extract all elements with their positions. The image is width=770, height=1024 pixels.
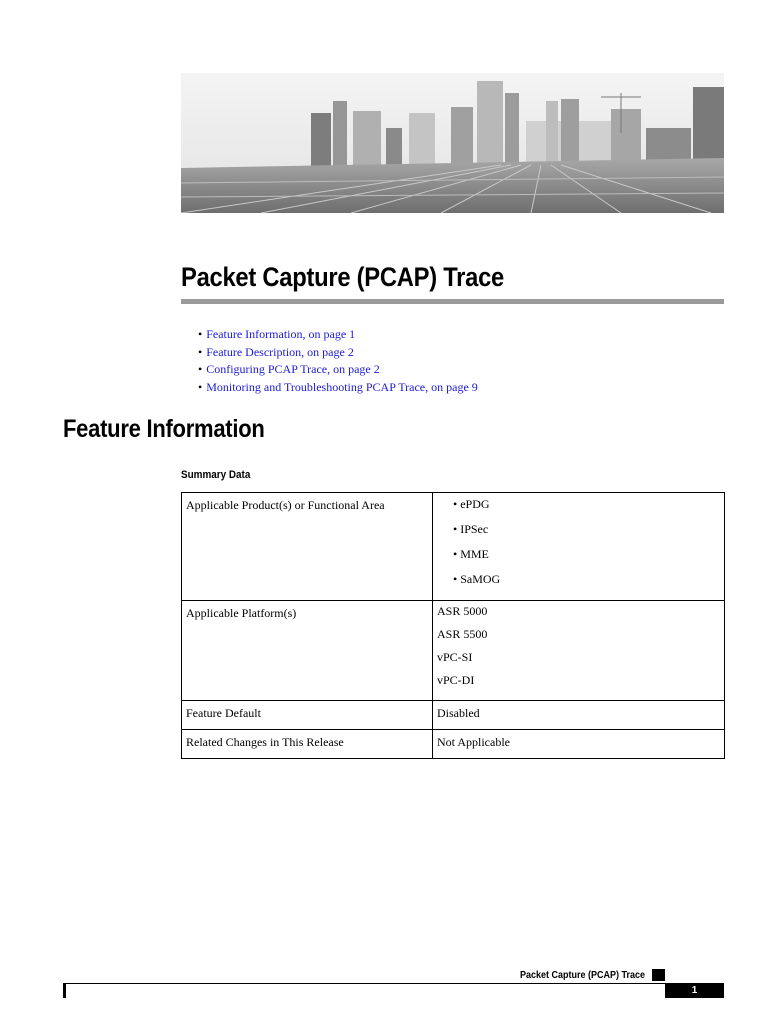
products-list xyxy=(437,492,720,592)
section-heading: Feature Information xyxy=(63,415,265,443)
cityscape-illustration xyxy=(181,73,724,213)
table-of-contents xyxy=(198,326,478,396)
cityscape-banner-image xyxy=(181,73,724,213)
bullet-icon: • xyxy=(198,379,203,394)
page-number: 1 xyxy=(691,985,698,996)
title-divider xyxy=(181,299,724,304)
list-item: • SaMOG xyxy=(453,572,501,586)
platforms-value-cell xyxy=(433,601,725,701)
products-value-cell xyxy=(433,493,725,601)
toc-link-configuring-pcap-trace[interactable]: Configuring PCAP Trace, on page 2 xyxy=(206,362,380,376)
toc-link-monitoring-troubleshooting[interactable]: Monitoring and Troubleshooting PCAP Trace, on page 9 xyxy=(206,379,478,394)
table-row xyxy=(182,601,725,701)
toc-item xyxy=(198,361,478,379)
table-row xyxy=(182,701,725,730)
toc-link-feature-information[interactable]: Feature Information, on page 1 xyxy=(206,327,356,341)
toc-item xyxy=(198,344,478,362)
footer-marker xyxy=(652,969,665,981)
bullet-icon: • xyxy=(198,344,203,359)
bullet-icon: • xyxy=(198,327,203,341)
products-label-cell: Applicable Product(s) or Functional Area xyxy=(182,493,433,601)
platforms-list xyxy=(437,600,720,692)
summary-data-label: Summary Data xyxy=(181,469,251,481)
list-item: vPC-DI xyxy=(437,673,475,687)
footer-title: Packet Capture (PCAP) Trace xyxy=(520,970,646,981)
list-item: • IPSec xyxy=(453,522,489,536)
list-item: • ePDG xyxy=(453,497,490,511)
list-item: ASR 5000 xyxy=(437,604,488,618)
list-item: vPC-SI xyxy=(437,650,473,664)
default-value-cell: Disabled xyxy=(433,701,725,730)
summary-table xyxy=(181,492,725,759)
footer-left-marker xyxy=(63,983,66,998)
bullet-icon: • xyxy=(198,362,203,376)
table-row xyxy=(182,730,725,759)
changes-value-cell: Not Applicable xyxy=(433,730,725,759)
default-label-cell: Feature Default xyxy=(182,701,433,730)
footer-divider xyxy=(63,983,665,984)
list-item: ASR 5500 xyxy=(437,627,488,641)
changes-label-cell: Related Changes in This Release xyxy=(182,730,433,759)
list-item: • MME xyxy=(453,547,489,561)
table-row xyxy=(182,493,725,601)
toc-item xyxy=(198,326,478,344)
toc-item xyxy=(198,379,478,397)
toc-link-feature-description[interactable]: Feature Description, on page 2 xyxy=(206,344,354,359)
platforms-label-cell: Applicable Platform(s) xyxy=(182,601,433,701)
page-title: Packet Capture (PCAP) Trace xyxy=(181,262,505,292)
